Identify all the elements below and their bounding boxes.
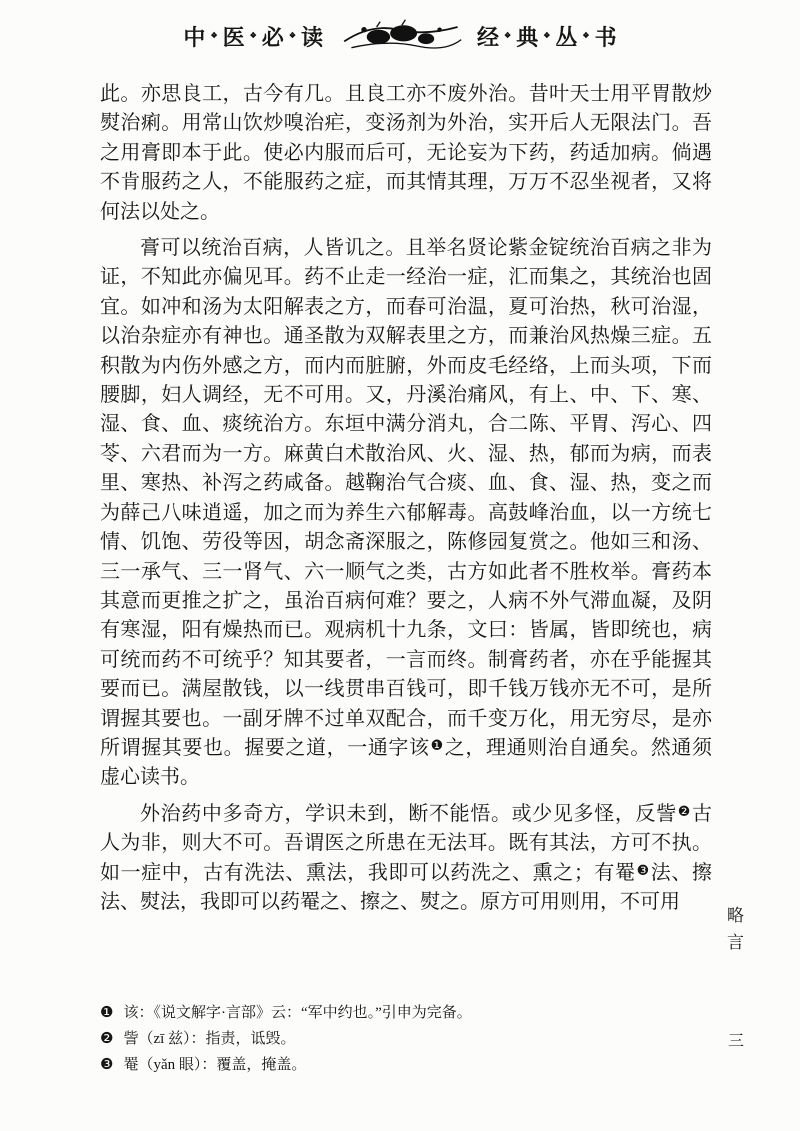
footnote-marker-1: ❶	[430, 737, 444, 754]
floret-separator-icon: ❖	[543, 30, 551, 40]
series-title-char: 必	[261, 24, 284, 50]
paragraph-2	[100, 234, 712, 793]
footnotes	[100, 1000, 724, 1078]
series-title-char: 典	[516, 24, 539, 50]
paragraph-1	[100, 80, 712, 227]
footnote-1	[100, 1000, 724, 1026]
floret-separator-icon: ❖	[582, 30, 590, 40]
series-title-char: 丛	[555, 24, 578, 50]
paragraph-text: 此。亦思良工，古今有几。且良工亦不废外治。昔叶天士用平胃散炒熨治痢。用常山饮炒嗅治疟，变汤剂为外治，实开后人无限法门。吾之用膏即本于此。使必内服而后可，无论妄为下药，药适加病。倘遇不肯服药之人，不能服药之症，而其情其理，万万不忍坐视者，又将何法以处之。	[100, 83, 712, 223]
paragraph-text: 之，理通则治自通矣。然通须虚心读书。	[100, 736, 712, 789]
footnote-text: 该：《说文解字·言部》云：“军中约也。”引申为完备。	[123, 1005, 472, 1021]
series-title-char: 医	[222, 24, 245, 50]
paragraph-text: 膏可以统治百病，人皆讥之。且举名贤论紫金锭统治百病之非为证，不知此亦偏见耳。药不止走一经治一症，汇而集之，其统治也固宜。如冲和汤为太阳解表之方，而春可治温，夏可治热，秋可治湿，以治杂症亦有神也。通圣散为双解表里之方，而兼治风热燥三症。五积散为内伤外感之方，而内而脏腑，外而皮毛经络，上而头项，下而腰脚，妇人调经，无不可用。又，丹溪治痛风，有上、中、下、寒、湿、食、血、痰统治方。东垣中满分消丸，合二陈、平胃、泻心、四苓、六君而为一方。麻黄白术散治风、火、湿、热，郁而为病，而表里、寒热、补泻之药咸备。越鞠治气合痰、血、食、湿、热，变之而为薛己八味逍遥，加之而为养生六郁解毒。高鼓峰治血，以一方统七情、饥饱、劳役等因，胡念斋深服之，陈修园复赏之。他如三和汤、三一承气、三一肾气、六一顺气之类，古方如此者不胜枚举。膏药本其意而更推之扩之，虽治百病何难？要之，人病不外气滞血凝，及阴有寒湿，阳有燥热而已。观病机十九条，文曰：皆属，皆即统也，病可统而药不可统乎？知其要者，一言而终。制膏药者，亦在乎能握其要而已。满屋散钱，以一线贯串百钱可，即千钱万钱亦无不可，是所谓握其要也。一副牙牌不过单双配合，而千变万化，用无穷尽，是亦所谓握其要也。握要之道，一通字该	[100, 237, 712, 759]
drum-ensemble-ornament-icon	[337, 18, 463, 54]
series-title-char: 读	[300, 24, 323, 50]
page-number: 三	[727, 1033, 744, 1050]
series-title-char: 中	[183, 24, 206, 50]
footnote-2	[100, 1026, 724, 1052]
series-title-right	[475, 21, 619, 52]
series-title-char: 书	[594, 24, 617, 50]
footnote-marker-3: ❸	[636, 862, 650, 879]
footnote-number-icon: ❶	[100, 1003, 114, 1021]
floret-separator-icon: ❖	[249, 30, 257, 40]
paragraph-3	[100, 800, 712, 918]
footnote-text: 訾（zī 兹）：指责，诋毁。	[123, 1031, 296, 1047]
footnote-marker-2: ❷	[677, 803, 691, 820]
footnote-number-icon: ❸	[100, 1055, 114, 1073]
floret-separator-icon: ❖	[288, 30, 296, 40]
series-title-char: 经	[477, 24, 500, 50]
footnote-number-icon: ❷	[100, 1029, 114, 1047]
series-title-left	[181, 21, 325, 52]
floret-separator-icon: ❖	[504, 30, 512, 40]
paragraph-text: 古人为非，则大不可。吾谓医之所患在无法耳。既有其法，方可不执。如一症中，古有洗法、熏法，我即可以药洗之、熏之；有罨	[100, 802, 712, 884]
paragraph-text: 法、擦法、熨法，我即可以药罨之、擦之、熨之。原方可用则用，不可用	[100, 861, 712, 913]
footnote-3	[100, 1052, 724, 1078]
paragraph-text: 外治药中多奇方，学识未到，断不能悟。或少见多怪，反訾	[140, 802, 677, 825]
body-text	[100, 80, 712, 917]
series-title-band	[0, 18, 800, 54]
footnote-text: 罨（yǎn 眼）：覆盖，掩盖。	[123, 1057, 307, 1073]
chapter-title-vertical: 略言	[724, 906, 743, 960]
floret-separator-icon: ❖	[210, 30, 218, 40]
